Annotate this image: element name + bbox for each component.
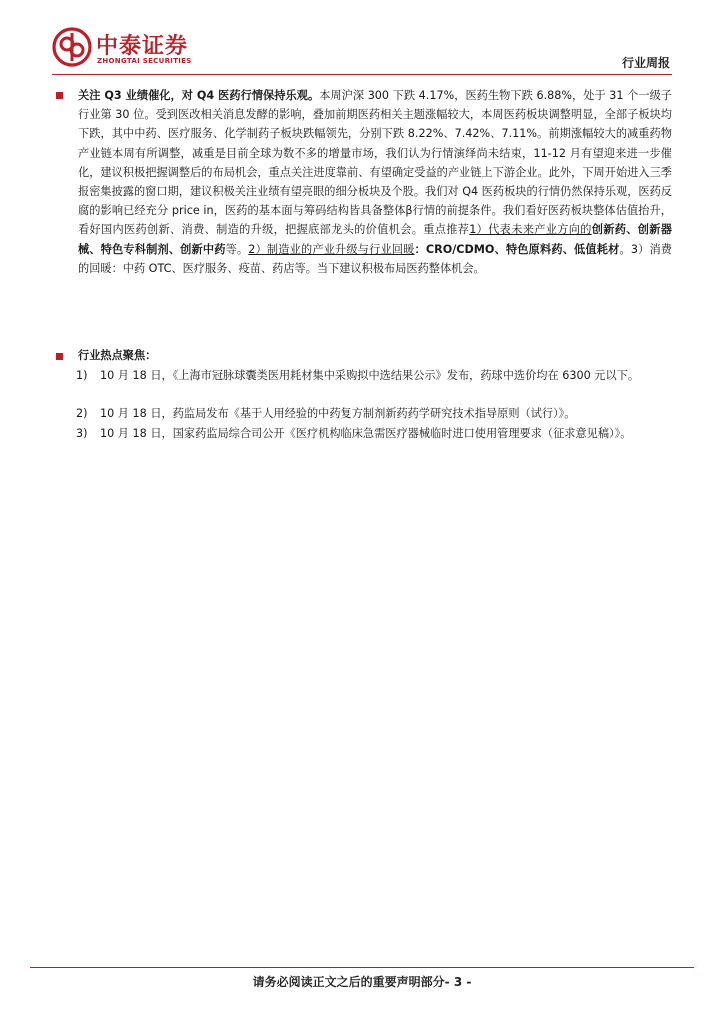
summary-paragraph	[78, 86, 672, 278]
recommendation-1-sectors: 创新药、创新器械、特色专科制剂、创新中药	[78, 223, 672, 256]
summary-title: 关注 Q3 业绩催化，对 Q4 医药行情保持乐观。	[78, 89, 320, 102]
list-item-text: 10 月 18 日，《上海市冠脉球囊类医用耗材集中采购拟中选结果公示》发布，药球中选价均在 6300 元以下。	[100, 369, 640, 382]
zhongtai-logo-icon	[52, 27, 92, 67]
recommendation-1-tail: 等。	[225, 242, 249, 256]
hotspots-title: 行业热点聚焦：	[78, 349, 157, 362]
footer-divider	[30, 967, 694, 968]
summary-text: 本周沪深 300 下跌 4.17%，医药生物下跌 6.88%，处于 31 个一级子行业第 30 位。受到医改相关消息发酵的影响，叠加前期医药相关主题涨幅较大，本周医药板块调整明显，全部子板块均下跌，其中中药、医疗服务、化学制药子板块跌幅领先，分别下跌 8.22%、7.42%、7.11%。前期涨幅较大的减重药物产业链本周有所调整，减重是目前全球为数不多的增量市场，我们认为行情演绎尚未结束，11-12 月有望迎来进一步催化，建议积极把握调整后的布局机会，重点关注进度靠前、有望确定受益的产业链上下游企业。此外，下周开始进入三季报密集披露的窗口期，建议积极关注业绩有望亮眼的细分板块及个股。我们对 Q4 医药板块的行情仍然保持乐观，医药反腐的影响已经充分 price in，医药的基本面与筹码结构皆具备整体β行情的前提条件。我们看好医药板块整体估值抬升，看好国内医药创新、消费、制造的升级，把握底部龙头的价值机会。重点推荐	[78, 89, 672, 237]
list-item	[56, 404, 672, 424]
company-logo	[52, 27, 222, 69]
logo-chinese-name: 中泰证券	[96, 34, 189, 59]
page-number: - 3 -	[444, 975, 472, 989]
list-item-text: 10 月 18 日，国家药监局综合司公开《医疗机构临床急需医疗器械临时进口使用管理要求（征求意见稿）》。	[100, 427, 632, 440]
page-footer	[0, 973, 724, 990]
list-item	[56, 366, 672, 406]
recommendation-1-lead: 1）代表未来产业方向的	[469, 223, 592, 237]
hotspots-bullet-icon	[56, 353, 63, 360]
list-item-number: 2)	[76, 407, 88, 420]
summary-bullet-icon	[56, 92, 63, 99]
report-type-label: 行业周报	[621, 56, 670, 70]
header-divider	[52, 74, 672, 75]
list-item	[56, 424, 672, 464]
list-item-number: 3)	[76, 427, 88, 440]
recommendation-2-sectors: ：CRO/CDMO、特色原料药、低值耗材	[414, 242, 620, 256]
footer-disclaimer: 请务必阅读正文之后的重要声明部分	[252, 975, 445, 989]
list-item-text: 10 月 18 日，药监局发布《基于人用经验的中药复方制剂新药药学研究技术指导原则（试行）》。	[100, 407, 576, 420]
list-item-number: 1)	[76, 369, 88, 382]
logo-english-name: ZHONGTAI SECURITIES	[97, 57, 192, 65]
recommendation-2-lead: 2）制造业的产业升级与行业回暖	[248, 242, 415, 256]
recommendation-3-text: 。3）消费的回暖：中药 OTC、医疗服务、疫苗、药店等。当下建议积极布局医药整体机会。	[78, 242, 672, 275]
